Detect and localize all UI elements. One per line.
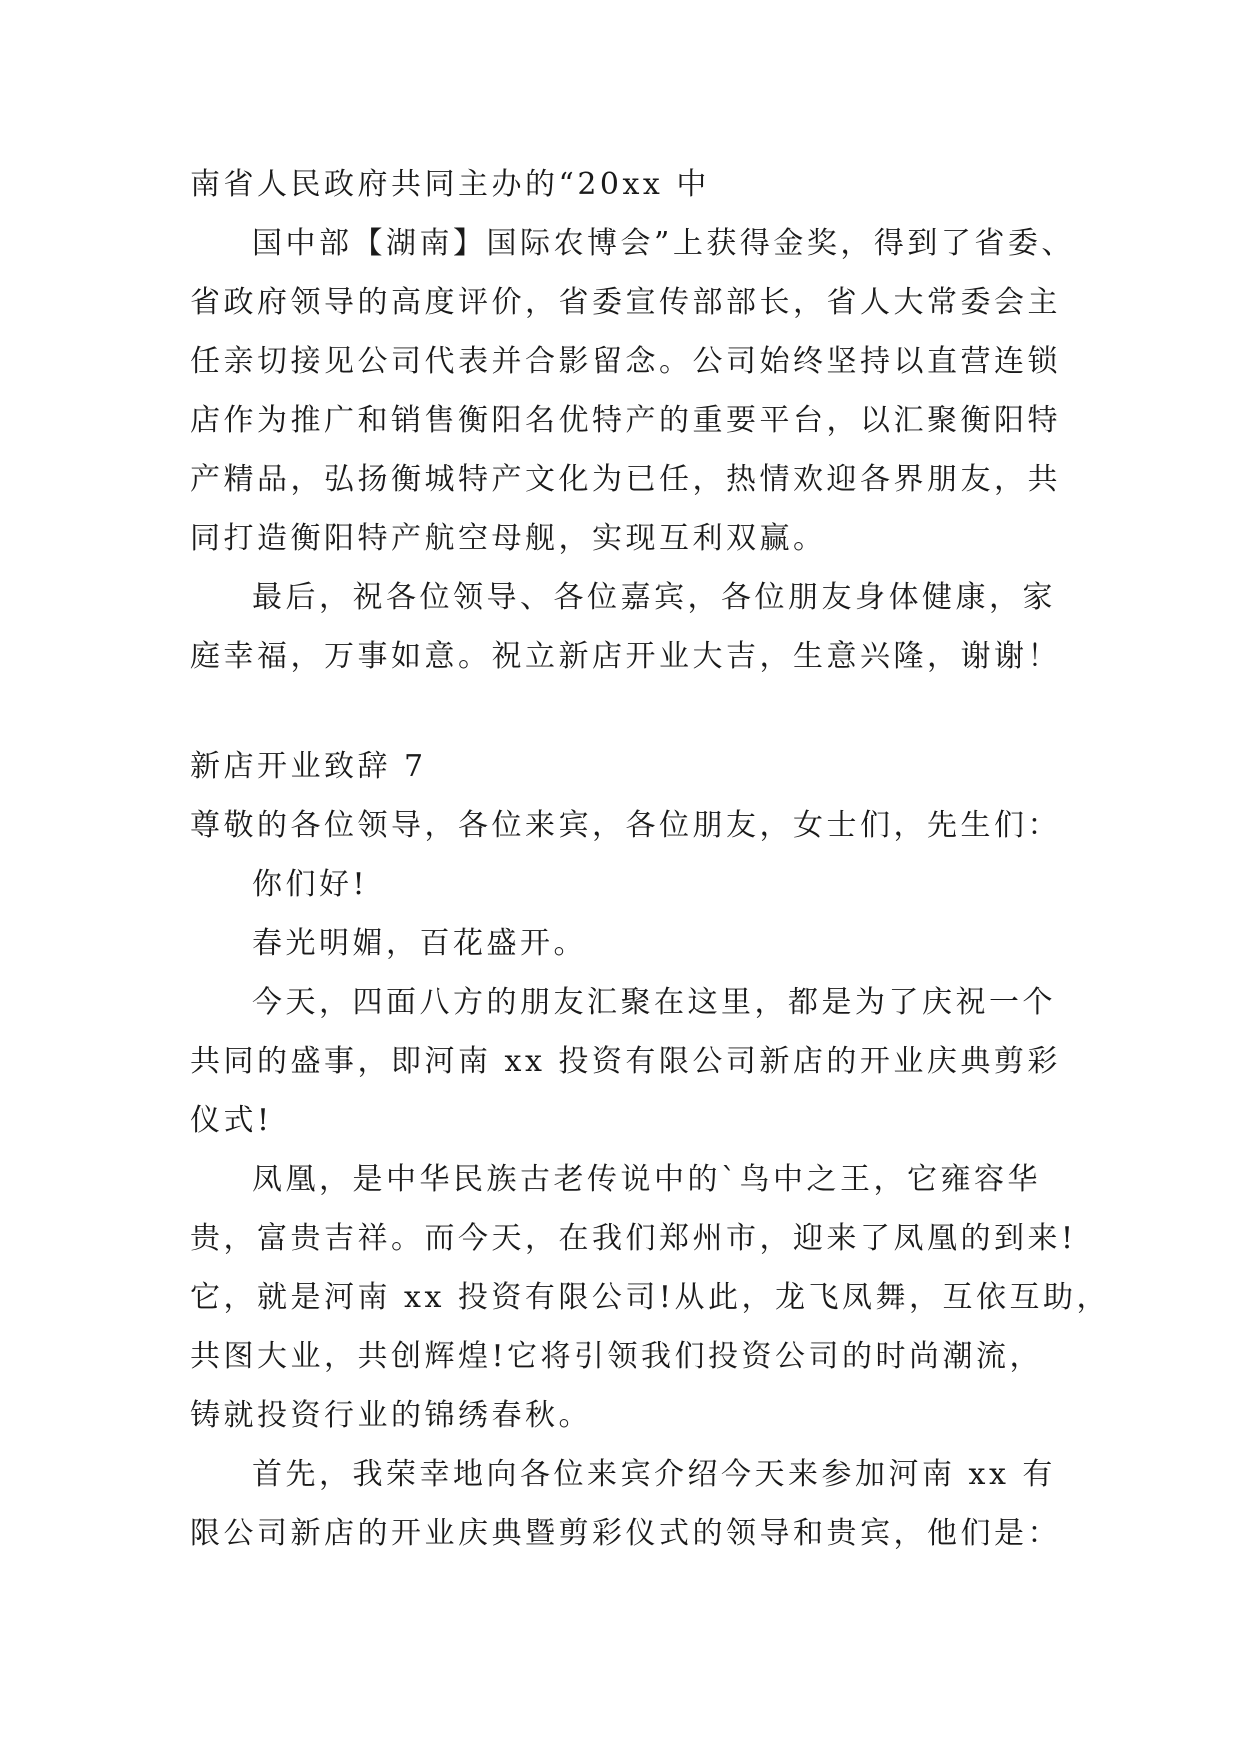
text-line: 共同的盛事，即河南 xx 投资有限公司新店的开业庆典剪彩 xyxy=(190,1044,1061,1079)
text-line: 凤凰，是中华民族古老传说中的`鸟中之王，它雍容华 xyxy=(252,1162,1041,1197)
text-line: 春光明媚，百花盛开。 xyxy=(252,926,587,961)
text-line: 限公司新店的开业庆典暨剪彩仪式的领导和贵宾，他们是： xyxy=(190,1516,1061,1551)
text-line: 任亲切接见公司代表并合影留念。公司始终坚持以直营连锁 xyxy=(190,344,1061,379)
text-line: 庭幸福，万事如意。祝立新店开业大吉，生意兴隆，谢谢！ xyxy=(190,639,1061,674)
text-line: 铸就投资行业的锦绣春秋。 xyxy=(190,1398,592,1433)
text-line: 它，就是河南 xx 投资有限公司!从此，龙飞凤舞，互依互助， xyxy=(190,1280,1110,1315)
text-line: 你们好! xyxy=(252,867,369,902)
salutation: 尊敬的各位领导，各位来宾，各位朋友，女士们，先生们： xyxy=(190,808,1061,843)
text-line: 仪式! xyxy=(190,1103,273,1138)
text-line: 国中部【湖南】国际农博会”上获得金奖，得到了省委、 xyxy=(252,226,1075,261)
text-line: 省政府领导的高度评价，省委宣传部部长，省人大常委会主 xyxy=(190,285,1061,320)
text-line: 共图大业，共创辉煌!它将引领我们投资公司的时尚潮流， xyxy=(190,1339,1044,1374)
text-line: 产精品，弘扬衡城特产文化为已任，热情欢迎各界朋友，共 xyxy=(190,462,1061,497)
text-line: 店作为推广和销售衡阳名优特产的重要平台，以汇聚衡阳特 xyxy=(190,403,1061,438)
section-heading: 新店开业致辞 7 xyxy=(190,749,427,784)
text-line: 同打造衡阳特产航空母舰，实现互利双赢。 xyxy=(190,521,827,556)
text-line: 最后，祝各位领导、各位嘉宾，各位朋友身体健康，家 xyxy=(252,580,1056,615)
text-line: 首先，我荣幸地向各位来宾介绍今天来参加河南 xx 有 xyxy=(252,1457,1056,1492)
text-line: 今天，四面八方的朋友汇聚在这里，都是为了庆祝一个 xyxy=(252,985,1056,1020)
text-line: 贵，富贵吉祥。而今天，在我们郑州市，迎来了凤凰的到来! xyxy=(190,1221,1077,1256)
text-line: 南省人民政府共同主办的“20xx 中 xyxy=(190,167,710,202)
